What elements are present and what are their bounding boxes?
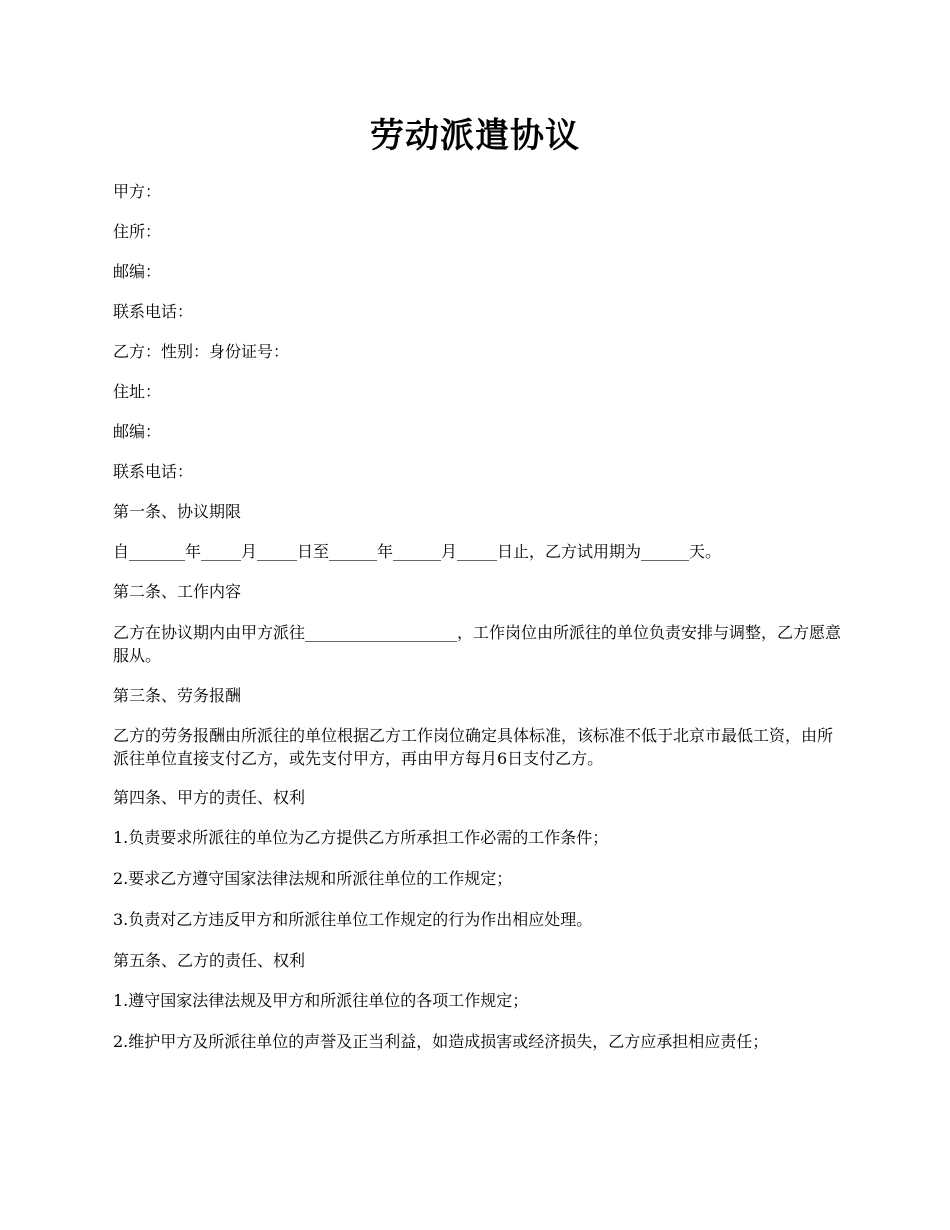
article-4-heading: 第四条、甲方的责任、权利 xyxy=(113,788,306,807)
article-2-text: 乙方在协议期内由甲方派往___________________，工作岗位由所派往的单位负责安排与调整，乙方愿意服从。 xyxy=(113,623,842,665)
article-2-heading: 第二条、工作内容 xyxy=(113,582,242,601)
article-4-item-3: 3.负责对乙方违反甲方和所派往单位工作规定的行为作出相应处理。 xyxy=(113,910,593,929)
article-5-item-2: 2.维护甲方及所派往单位的声誉及正当利益，如造成损害或经济损失，乙方应承担相应责任； xyxy=(113,1032,769,1051)
party-a-label: 甲方： xyxy=(113,182,162,201)
article-3-heading: 第三条、劳务报酬 xyxy=(113,686,242,705)
article-5-heading: 第五条、乙方的责任、权利 xyxy=(113,951,306,970)
article-1-text: 自_______年_____月_____日至______年______月_____日止，乙方试用期为______天。 xyxy=(113,542,722,561)
article-1-heading: 第一条、协议期限 xyxy=(113,502,242,521)
party-b-phone-label: 联系电话： xyxy=(113,462,194,481)
document-title: 劳动派遣协议 xyxy=(370,116,580,156)
party-a-phone-label: 联系电话： xyxy=(113,302,194,321)
party-b-address-label: 住址： xyxy=(113,382,162,401)
article-5-item-1: 1.遵守国家法律法规及甲方和所派往单位的各项工作规定； xyxy=(113,991,529,1010)
party-a-postcode-label: 邮编： xyxy=(113,262,162,281)
article-4-item-1: 1.负责要求所派往的单位为乙方提供乙方所承担工作必需的工作条件； xyxy=(113,828,609,847)
party-a-address-label: 住所： xyxy=(113,222,162,241)
article-4-item-2: 2.要求乙方遵守国家法律法规和所派往单位的工作规定； xyxy=(113,869,513,888)
article-3-text: 乙方的劳务报酬由所派往的单位根据乙方工作岗位确定具体标准，该标准不低于北京市最低工资，由所派往单位直接支付乙方，或先支付甲方，再由甲方每月6日支付乙方。 xyxy=(113,726,834,768)
party-b-label: 乙方：性别：身份证号： xyxy=(113,342,290,361)
party-b-postcode-label: 邮编： xyxy=(113,422,162,441)
